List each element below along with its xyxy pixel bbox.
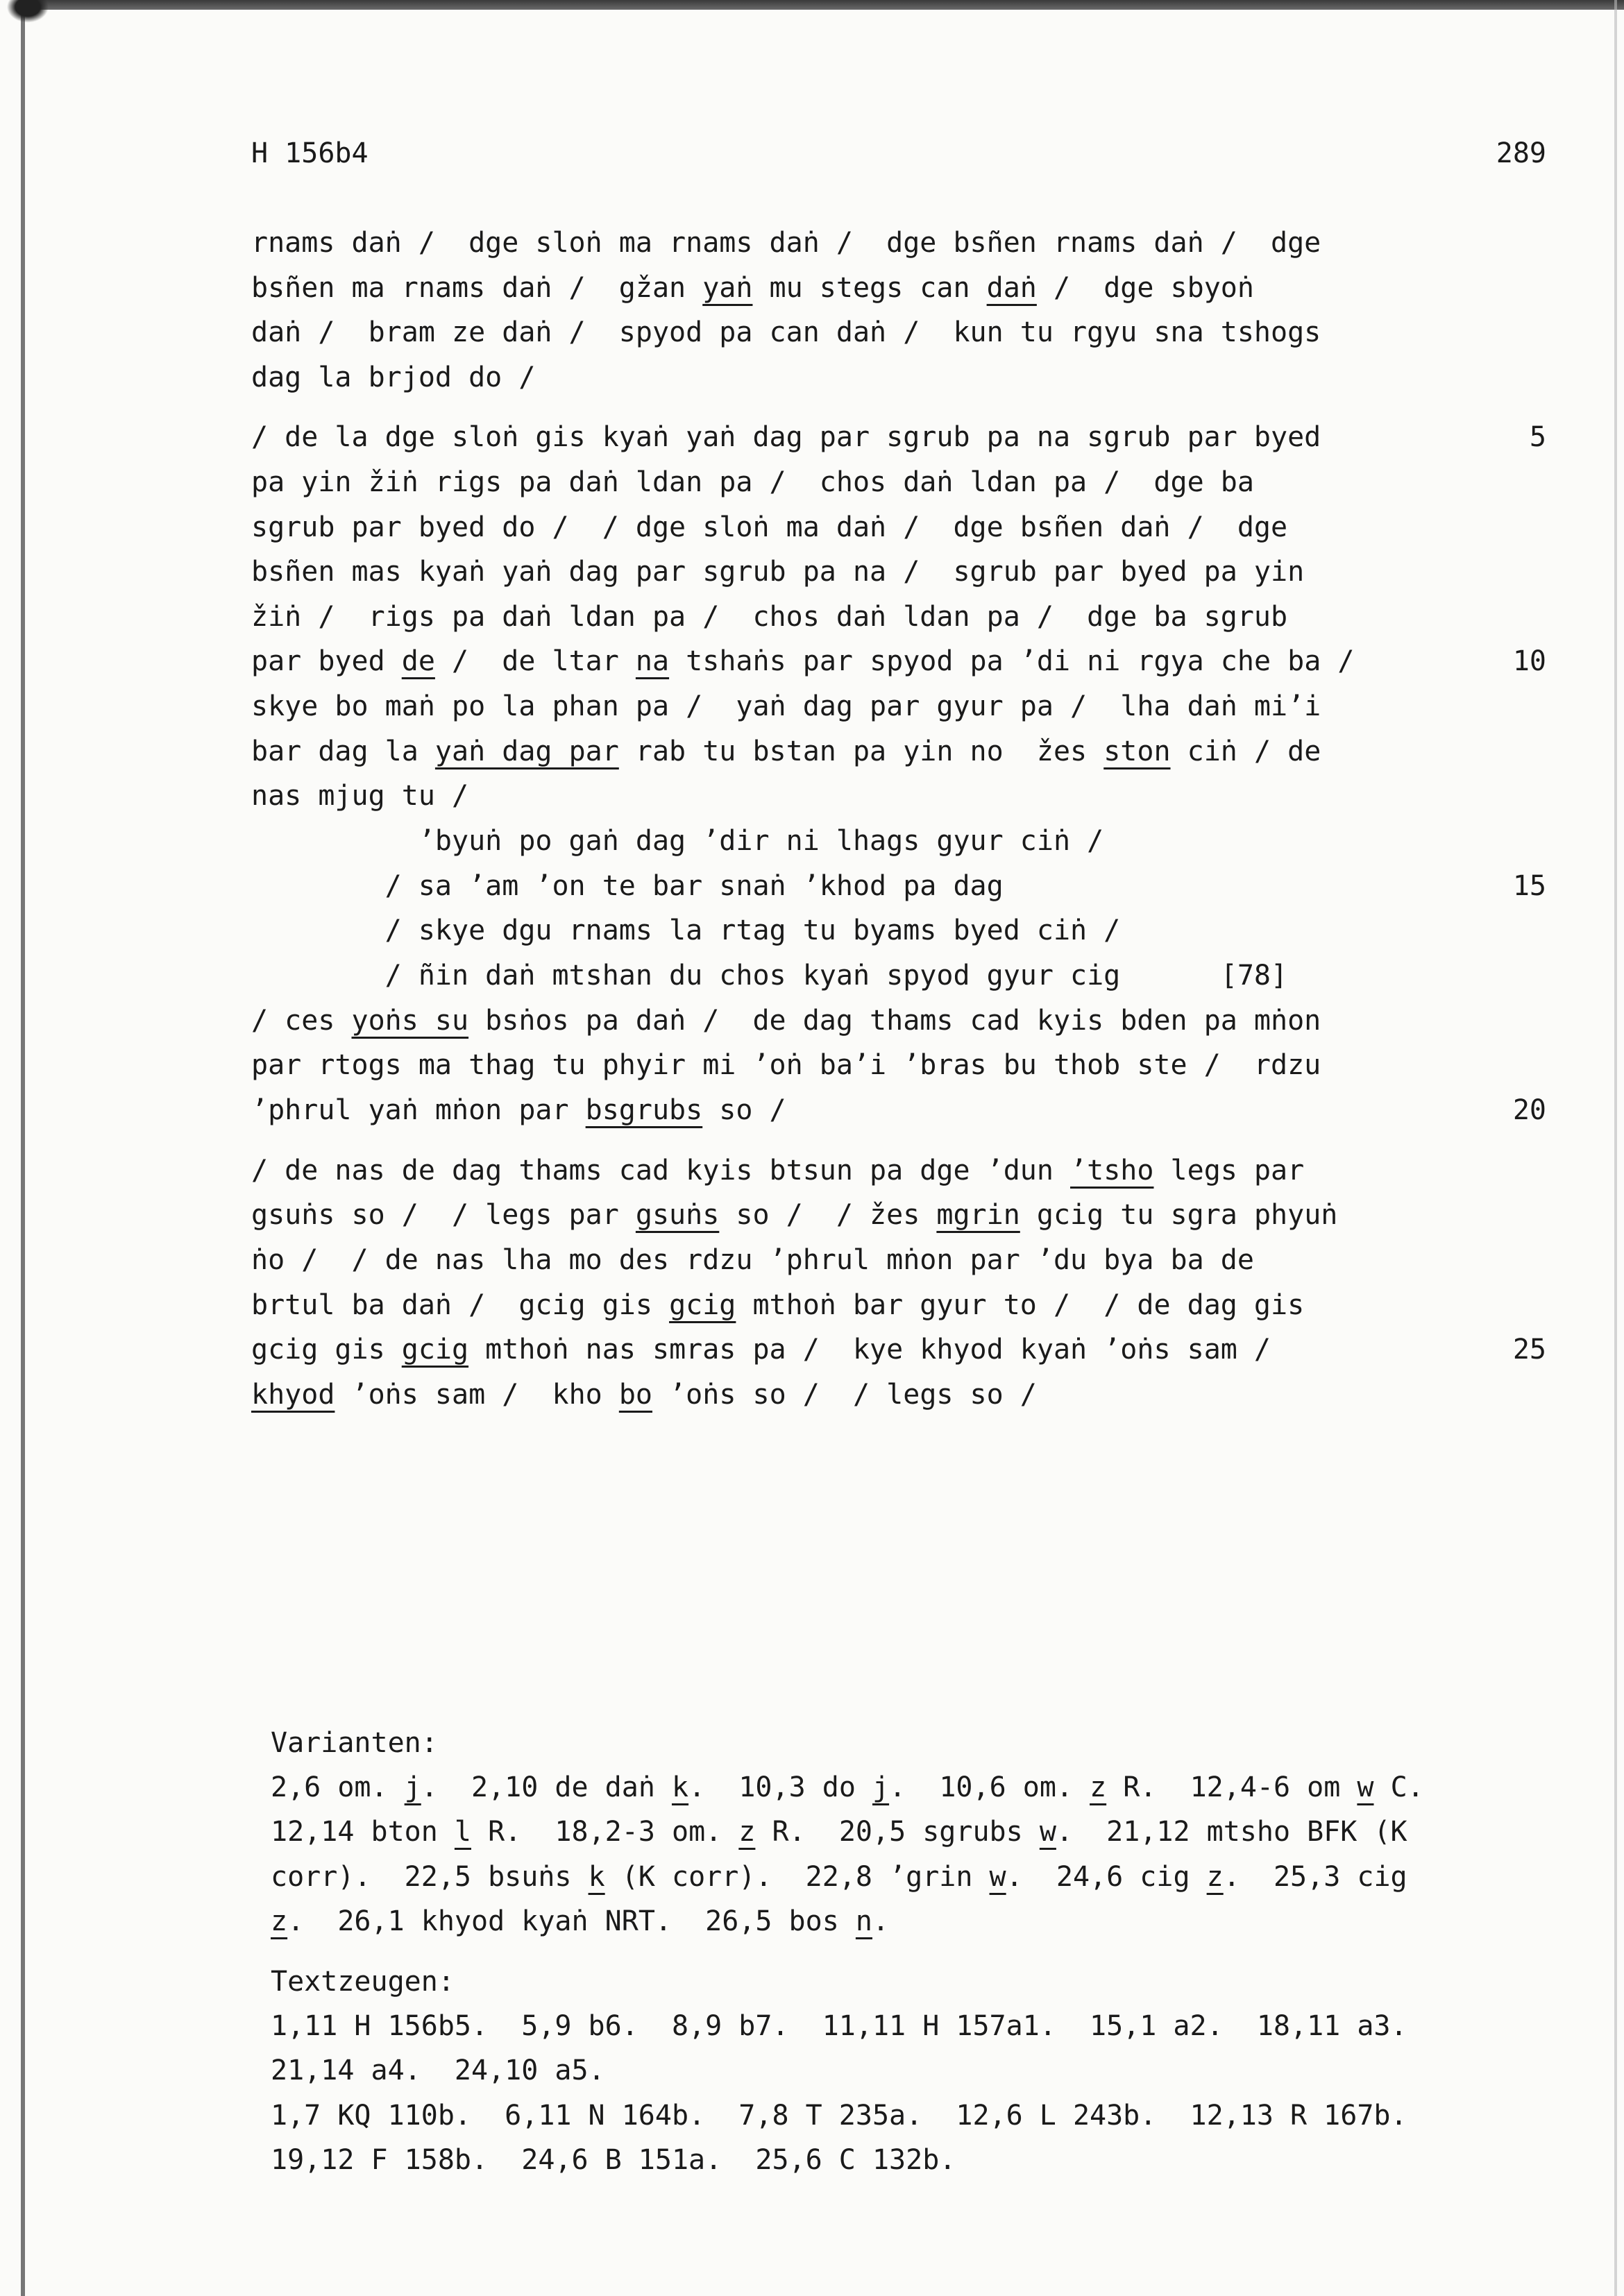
text-segment: rab tu bstan pa yin no žes (618, 735, 1104, 767)
underlined-variant: n (855, 1905, 872, 1937)
text-segment: par byed (251, 645, 402, 677)
text-segment: 1,11 H 156b5. 5,9 b6. 8,9 b7. 11,11 H 157a1. 15,1 a2. 18,11 a3. (271, 2010, 1407, 2042)
text-segment: žiṅ / rigs pa daṅ ldan pa / chos daṅ ldan pa / dge ba sgrub (251, 601, 1288, 633)
text-line (251, 782, 468, 810)
line-number: 15 (1512, 870, 1546, 902)
text-line (251, 423, 1321, 451)
text-segment: so / / žes (719, 1199, 937, 1231)
text-segment: 1,7 KQ 110b. 6,11 N 164b. 7,8 T 235a. 12,6 L 243b. 12,13 R 167b. (271, 2100, 1407, 2132)
text-segment: dag la brjod do / (251, 362, 536, 393)
text-segment: / dge sbyoṅ (1036, 272, 1254, 304)
apparatus-line (271, 1907, 889, 1935)
text-line (251, 274, 1254, 302)
text-segment: legs par (1153, 1155, 1305, 1187)
underlined-variant: na (635, 645, 670, 677)
text-segment: gcig tu sgra phyuṅ (1020, 1199, 1338, 1231)
underlined-variant: w (1039, 1816, 1056, 1848)
text-line (251, 735, 1321, 767)
text-line (251, 647, 1354, 675)
text-segment: ciṅ / de (1170, 735, 1321, 767)
apparatus-line (271, 1968, 455, 1996)
text-line (251, 1096, 786, 1124)
underlined-variant: gsuṅs (635, 1199, 720, 1231)
text-line (251, 1051, 1321, 1079)
page-left-border (21, 0, 25, 2296)
text-segment: so / (702, 1094, 786, 1126)
text-segment: bar dag la (251, 735, 435, 767)
text-segment: / de nas de dag thams cad kyis btsun pa dge ’dun (251, 1155, 1071, 1187)
text-line (251, 917, 1120, 944)
text-segment: / sa ’am ’on te bar snaṅ ’khod pa dag (251, 870, 1004, 902)
underlined-variant: ’tsho (1070, 1155, 1154, 1187)
text-segment: rnams daṅ / dge sloṅ ma rnams daṅ / dge bsñen rnams daṅ / dge (251, 227, 1321, 259)
text-segment: 12,14 bton (271, 1816, 455, 1848)
underlined-variant: l (454, 1816, 471, 1848)
underlined-variant: daṅ (986, 272, 1037, 304)
line-number: 20 (1512, 1094, 1546, 1126)
text-line (251, 364, 535, 391)
text-segment: mthoṅ nas smras pa / kye khyod kyaṅ ’oṅs sam / (468, 1334, 1271, 1366)
text-segment: / skye dgu rnams la rtag tu byams byed ciṅ / (251, 915, 1121, 946)
underlined-variant: k (671, 1771, 689, 1803)
text-segment: ’oṅs sam / kho (335, 1379, 619, 1411)
underlined-variant: mgrin (936, 1199, 1020, 1231)
text-segment: Textzeugen: (271, 1966, 455, 1998)
text-segment: Varianten: (271, 1727, 438, 1759)
text-line (251, 1155, 1305, 1187)
text-segment: R. 12,4-6 om (1106, 1771, 1357, 1803)
text-segment: pa yin žiṅ rigs pa daṅ ldan pa / chos daṅ ldan pa / dge ba (251, 466, 1254, 498)
text-segment: . 26,1 khyod kyaṅ NRT. 26,5 bos (287, 1905, 856, 1937)
text-segment: mthoṅ bar gyur to / / de dag gis (736, 1289, 1305, 1321)
text-segment: 2,6 om. (271, 1771, 405, 1803)
text-segment: ’byuṅ po gaṅ dag ’dir ni lhags gyur ciṅ / (251, 825, 1104, 857)
text-line (251, 558, 1304, 586)
underlined-variant: yaṅ dag par (434, 735, 619, 767)
text-segment: ’oṅs so / / legs so / (652, 1379, 1037, 1411)
text-segment: (K corr). 22,8 ’grin (604, 1861, 990, 1893)
text-segment: . 25,3 cig (1223, 1861, 1407, 1893)
text-line (251, 827, 1103, 855)
text-segment: 19,12 F 158b. 24,6 B 151a. 25,6 C 132b. (271, 2144, 956, 2176)
text-segment: tshaṅs par spyod pa ’di ni rgya che ba / (669, 645, 1355, 677)
underlined-variant: ston (1103, 735, 1171, 767)
text-segment: bsñen ma rnams daṅ / gžan (251, 272, 703, 304)
text-segment: . 10,3 do (688, 1771, 872, 1803)
text-line (251, 960, 1288, 992)
text-segment: / de la dge sloṅ gis kyaṅ yaṅ dag par sgrub pa na sgrub par byed (251, 421, 1321, 453)
underlined-variant: j (872, 1771, 890, 1803)
text-segment: daṅ / bram ze daṅ / spyod pa can daṅ / kun tu rgyu sna tshogs (251, 316, 1321, 348)
text-line (251, 692, 1321, 720)
text-line (251, 1291, 1304, 1319)
text-line (251, 229, 1321, 257)
text-segment: . 21,12 mtsho BFK (K (1056, 1816, 1407, 1848)
text-segment: mu stegs can (752, 272, 987, 304)
text-line (251, 468, 1254, 496)
underlined-variant: w (1357, 1771, 1374, 1803)
line-number: 25 (1512, 1334, 1546, 1366)
underlined-variant: bo (618, 1379, 652, 1411)
text-segment: skye bo maṅ po la phan pa / yaṅ dag par gyur pa / lha daṅ mi’i (251, 690, 1321, 722)
underlined-variant: z (271, 1905, 288, 1937)
apparatus-line (271, 1863, 1407, 1891)
text-segment: sgrub par byed do / / dge sloṅ ma daṅ / dge bsñen daṅ / dge (251, 511, 1288, 543)
apparatus-line (271, 1771, 1424, 1803)
text-segment: ’phrul yaṅ mṅon par (251, 1094, 586, 1126)
underlined-variant: yaṅ (702, 272, 753, 304)
text-segment: 21,14 a4. 24,10 a5. (271, 2055, 605, 2086)
line-number: 5 (1529, 421, 1546, 453)
apparatus-line (271, 2057, 605, 2084)
text-segment: . 24,6 cig (1006, 1861, 1207, 1893)
page-top-border (21, 0, 1624, 10)
text-segment: / de ltar (434, 645, 636, 677)
text-segment: . 2,10 de daṅ (421, 1771, 672, 1803)
text-segment: gcig gis (251, 1334, 402, 1366)
page-corner-mark (0, 0, 49, 28)
text-segment: / ces (251, 1005, 352, 1037)
text-segment: R. 18,2-3 om. (471, 1816, 739, 1848)
text-segment: bsñen mas kyaṅ yaṅ dag par sgrub pa na / sgrub par byed pa yin (251, 556, 1305, 588)
underlined-variant: w (989, 1861, 1006, 1893)
underlined-variant: z (738, 1816, 756, 1848)
text-segment: C. (1373, 1771, 1424, 1803)
text-line (251, 1381, 1037, 1409)
text-line (251, 1007, 1321, 1035)
text-segment: . 10,6 om. (889, 1771, 1090, 1803)
text-segment: R. 20,5 sgrubs (755, 1816, 1040, 1848)
text-line (251, 1246, 1254, 1274)
text-line (251, 513, 1287, 541)
text-segment: bsṅos pa daṅ / de dag thams cad kyis bden pa mṅon (468, 1005, 1321, 1037)
text-segment: ṅo / / de nas lha mo des rdzu ’phrul mṅon par ’du bya ba de (251, 1244, 1254, 1276)
text-line (251, 318, 1321, 346)
folio-reference: H 156b4 (251, 137, 369, 169)
underlined-variant: z (1090, 1771, 1107, 1803)
page-number: 289 (1496, 137, 1546, 169)
page-right-edge (1614, 0, 1617, 2296)
text-segment: corr). 22,5 bsuṅs (271, 1861, 589, 1893)
apparatus-line (271, 2100, 1407, 2132)
underlined-variant: khyod (251, 1379, 335, 1411)
underlined-variant: k (588, 1861, 605, 1893)
underlined-variant: gcig (401, 1334, 469, 1366)
text-line (251, 1201, 1337, 1229)
apparatus-line (271, 1818, 1407, 1846)
text-line (251, 1334, 1271, 1366)
apparatus-line (271, 2146, 956, 2174)
text-segment: brtul ba daṅ / gcig gis (251, 1289, 670, 1321)
text-line (251, 872, 1004, 900)
text-segment: . (872, 1905, 890, 1937)
text-segment: par rtogs ma thag tu phyir mi ’oṅ ba’i ’bras bu thob ste / rdzu (251, 1049, 1321, 1081)
underlined-variant: z (1206, 1861, 1224, 1893)
text-segment: nas mjug tu / (251, 780, 469, 812)
line-number: 10 (1512, 645, 1546, 677)
text-segment: / ñin daṅ mtshan du chos kyaṅ spyod gyur cig [78] (251, 960, 1288, 992)
underlined-variant: j (404, 1771, 421, 1803)
underlined-variant: gcig (669, 1289, 736, 1321)
underlined-variant: yoṅs su (351, 1005, 469, 1037)
text-segment: gsuṅs so / / legs par (251, 1199, 636, 1231)
text-line (251, 603, 1287, 631)
underlined-variant: de (401, 645, 435, 677)
apparatus-line (271, 2012, 1407, 2040)
underlined-variant: bsgrubs (585, 1094, 703, 1126)
apparatus-line (271, 1729, 438, 1757)
